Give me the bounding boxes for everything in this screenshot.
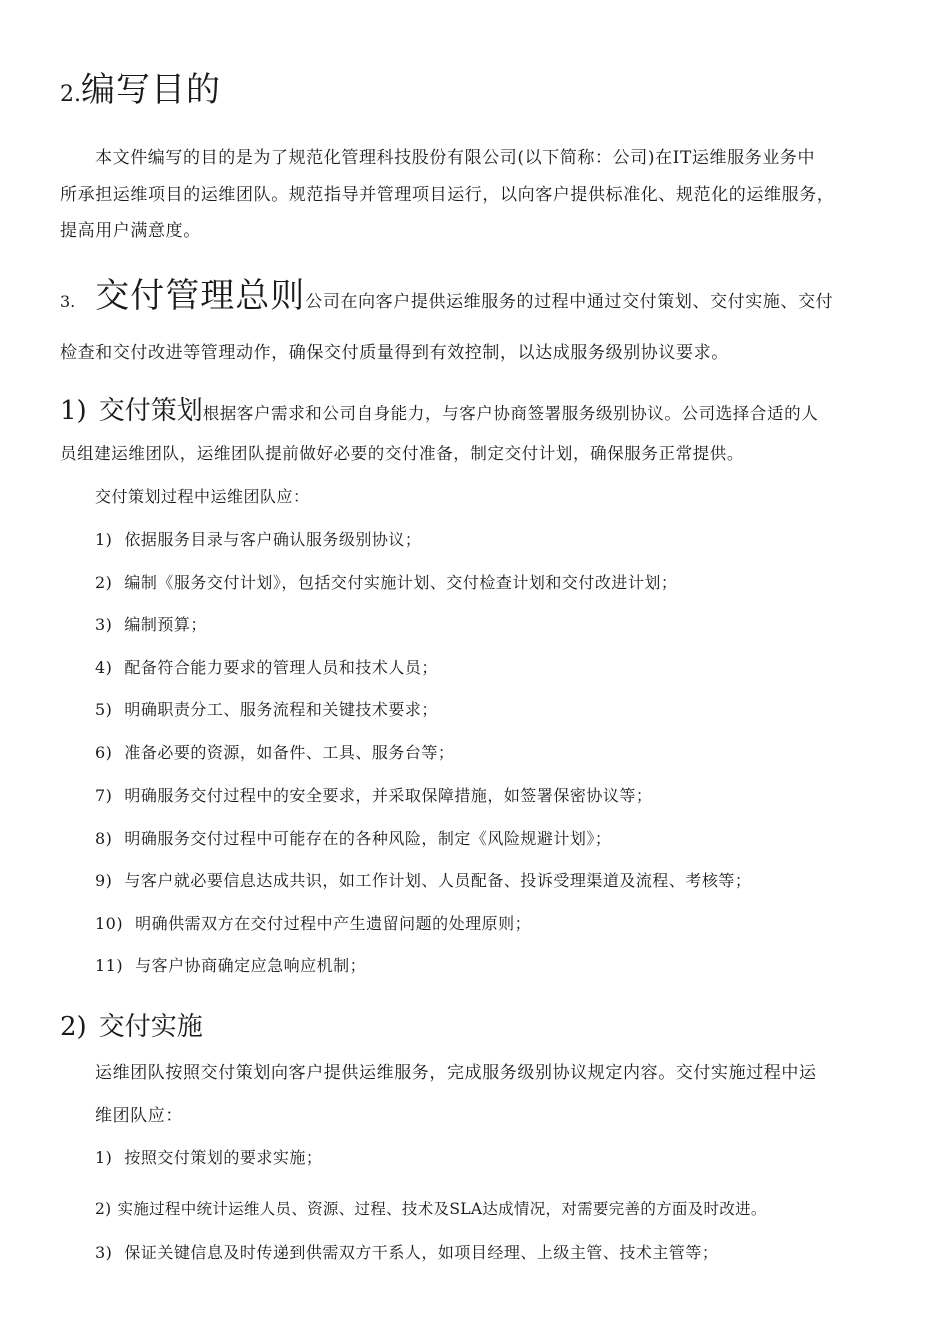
list-item <box>95 740 454 763</box>
list-item-text: 准备必要的资源，如备件、工具、服务台等； <box>124 743 455 762</box>
list-item-number: 9) <box>95 871 113 890</box>
list-item-text: 明确职责分工、服务流程和关键技术要求； <box>124 700 438 719</box>
section-3-heading <box>60 268 833 317</box>
list-item-number: 2) <box>95 573 113 592</box>
section-2-para-line-2: 所承担运维项目的运维团队。规范指导并管理项目运行，以向客户提供标准化、规范化的运维服务， <box>60 185 835 205</box>
sub-1-number: 1) <box>60 396 87 426</box>
section-3-line-2: 检查和交付改进等管理动作，确保交付质量得到有效控制，以达成服务级别协议要求。 <box>60 343 729 363</box>
sub-1-intro: 交付策划过程中运维团队应： <box>95 487 310 506</box>
list-item <box>95 868 751 891</box>
list-item-number: 6) <box>95 743 113 762</box>
list-item-text: 与客户就必要信息达成共识，如工作计划、人员配备、投诉受理渠道及流程、考核等； <box>124 871 752 890</box>
section-3-number: 3. <box>60 292 76 311</box>
list-item-text: 按照交付策划的要求实施； <box>124 1148 323 1167</box>
list-item <box>95 1197 767 1219</box>
list-item-text: 依据服务目录与客户确认服务级别协议； <box>124 530 422 549</box>
sub-2-number: 2) <box>60 1012 87 1042</box>
list-item <box>95 612 207 635</box>
sub-2-para-line-1: 运维团队按照交付策划向客户提供运维服务，完成服务级别协议规定内容。交付实施过程中运 <box>95 1063 817 1083</box>
sub-1-title: 交付策划 <box>98 396 203 426</box>
list-item <box>95 783 652 806</box>
list-item-text: 编制预算； <box>124 615 207 634</box>
list-item-number: 3) <box>95 615 113 634</box>
sub-1-inline-text: 根据客户需求和公司自身能力，与客户协商签署服务级别协议。公司选择合适的人 <box>202 404 819 423</box>
list-item-number: 4) <box>95 658 113 677</box>
list-item-number: 1) <box>95 1148 113 1167</box>
section-2-para-line-1: 本文件编写的目的是为了规范化管理科技股份有限公司(以下简称：公司)在IT运维服务业务中 <box>95 148 816 168</box>
list-item <box>95 953 366 976</box>
sub-1-line-2: 员组建运维团队，运维团队提前做好必要的交付准备，制定交付计划，确保服务正常提供。 <box>60 444 744 463</box>
list-item-number: 7) <box>95 786 113 805</box>
list-item-text: 明确供需双方在交付过程中产生遗留问题的处理原则； <box>135 914 532 933</box>
list-item <box>95 655 438 678</box>
list-item-number: 1) <box>95 530 113 549</box>
sub-2-para-line-2: 维团队应： <box>95 1106 183 1126</box>
sub-1-heading <box>60 390 818 427</box>
list-item <box>95 1145 322 1168</box>
list-item-number: 5) <box>95 700 113 719</box>
list-item <box>95 527 421 550</box>
list-item-number: 11) <box>95 956 124 975</box>
list-item-text: 配备符合能力要求的管理人员和技术人员； <box>124 658 438 677</box>
section-2-number: 2. <box>60 82 81 107</box>
list-item-text: 编制《服务交付计划》，包括交付实施计划、交付检查计划和交付改进计划； <box>124 573 678 592</box>
list-item-number: 3) <box>95 1243 113 1262</box>
section-3-inline-text: 公司在向客户提供运维服务的过程中通过交付策划、交付实施、交付 <box>305 292 834 312</box>
list-item-text: 保证关键信息及时传递到供需双方干系人，如项目经理、上级主管、技术主管等； <box>124 1243 719 1262</box>
section-3-title: 交付管理总则 <box>95 276 306 316</box>
list-item-text: 明确服务交付过程中的安全要求，并采取保障措施，如签署保密协议等； <box>124 786 653 805</box>
list-item <box>95 1240 718 1263</box>
list-item-text: 与客户协商确定应急响应机制； <box>135 956 367 975</box>
list-item <box>95 697 438 720</box>
section-2-para-line-3: 提高用户满意度。 <box>60 221 201 241</box>
section-2-title: 编写目的 <box>81 70 221 110</box>
sub-2-title: 交付实施 <box>98 1012 203 1042</box>
list-item-text: 明确服务交付过程中可能存在的各种风险，制定《风险规避计划》； <box>124 829 612 848</box>
sub-2-heading <box>60 1006 203 1043</box>
list-item-number: 10) <box>95 914 124 933</box>
list-item <box>95 570 677 593</box>
list-item-text: 实施过程中统计运维人员、资源、过程、技术及SLA达成情况，对需要完善的方面及时改进。 <box>117 1200 767 1218</box>
list-item-number: 8) <box>95 829 113 848</box>
list-item <box>95 826 611 849</box>
section-2-heading <box>60 62 221 111</box>
list-item <box>95 911 531 934</box>
list-item-number: 2) <box>95 1200 112 1218</box>
